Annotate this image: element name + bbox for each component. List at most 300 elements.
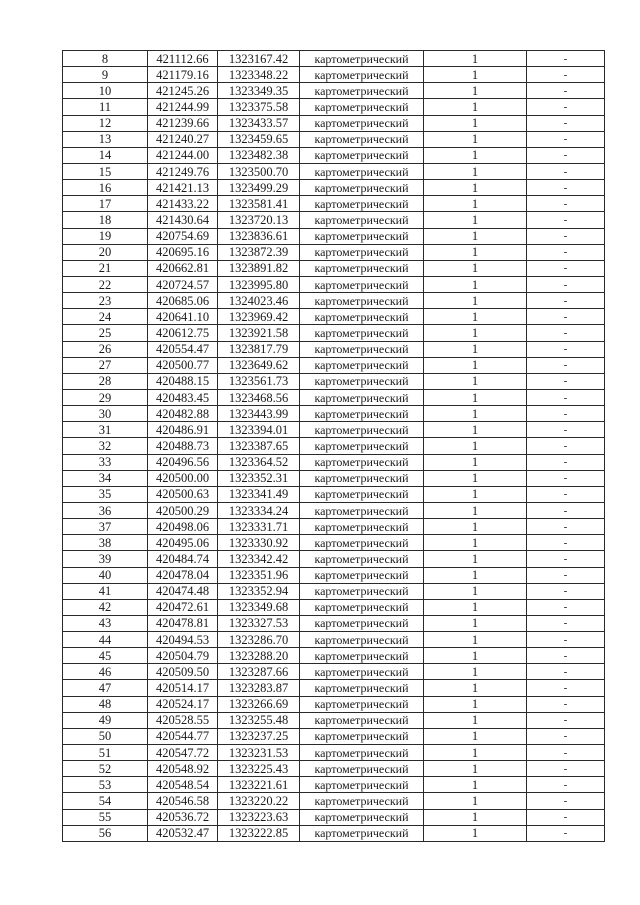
y-coordinate-cell: 1323352.31: [218, 470, 300, 486]
table-row: [63, 180, 605, 196]
error-cell: 1: [424, 389, 527, 405]
y-coordinate-cell: 1323817.79: [218, 341, 300, 357]
y-coordinate-cell: 1323995.80: [218, 276, 300, 292]
point-number-cell: 43: [63, 615, 148, 631]
y-coordinate-cell: 1323342.42: [218, 551, 300, 567]
y-coordinate-cell: 1323221.61: [218, 777, 300, 793]
note-cell: -: [527, 502, 605, 518]
note-cell: -: [527, 389, 605, 405]
table-row: [63, 599, 605, 615]
x-coordinate-cell: 420695.16: [148, 244, 218, 260]
note-cell: -: [527, 728, 605, 744]
x-coordinate-cell: 421245.26: [148, 83, 218, 99]
error-cell: 1: [424, 422, 527, 438]
y-coordinate-cell: 1323394.01: [218, 422, 300, 438]
point-number-cell: 41: [63, 583, 148, 599]
y-coordinate-cell: 1323433.57: [218, 115, 300, 131]
x-coordinate-cell: 420724.57: [148, 276, 218, 292]
note-cell: -: [527, 422, 605, 438]
error-cell: 1: [424, 406, 527, 422]
error-cell: 1: [424, 648, 527, 664]
x-coordinate-cell: 420500.00: [148, 470, 218, 486]
x-coordinate-cell: 420488.73: [148, 438, 218, 454]
point-number-cell: 50: [63, 728, 148, 744]
error-cell: 1: [424, 67, 527, 83]
method-cell: картометрический: [300, 115, 424, 131]
method-cell: картометрический: [300, 163, 424, 179]
x-coordinate-cell: 420494.53: [148, 632, 218, 648]
method-cell: картометрический: [300, 293, 424, 309]
y-coordinate-cell: 1323288.20: [218, 648, 300, 664]
error-cell: 1: [424, 470, 527, 486]
method-cell: картометрический: [300, 325, 424, 341]
table-row: [63, 777, 605, 793]
x-coordinate-cell: 420514.17: [148, 680, 218, 696]
method-cell: картометрический: [300, 502, 424, 518]
error-cell: 1: [424, 599, 527, 615]
table-row: [63, 373, 605, 389]
point-number-cell: 28: [63, 373, 148, 389]
coordinates-table: [62, 50, 605, 842]
method-cell: картометрический: [300, 83, 424, 99]
note-cell: -: [527, 761, 605, 777]
method-cell: картометрический: [300, 599, 424, 615]
x-coordinate-cell: 420544.77: [148, 728, 218, 744]
x-coordinate-cell: 421240.27: [148, 131, 218, 147]
point-number-cell: 36: [63, 502, 148, 518]
x-coordinate-cell: 421239.66: [148, 115, 218, 131]
error-cell: 1: [424, 728, 527, 744]
table-row: [63, 664, 605, 680]
y-coordinate-cell: 1323349.35: [218, 83, 300, 99]
point-number-cell: 39: [63, 551, 148, 567]
method-cell: картометрический: [300, 583, 424, 599]
note-cell: -: [527, 632, 605, 648]
error-cell: 1: [424, 51, 527, 67]
x-coordinate-cell: 421112.66: [148, 51, 218, 67]
y-coordinate-cell: 1323223.63: [218, 809, 300, 825]
note-cell: -: [527, 99, 605, 115]
y-coordinate-cell: 1323459.65: [218, 131, 300, 147]
table-row: [63, 406, 605, 422]
point-number-cell: 44: [63, 632, 148, 648]
method-cell: картометрический: [300, 551, 424, 567]
y-coordinate-cell: 1323352.94: [218, 583, 300, 599]
y-coordinate-cell: 1323499.29: [218, 180, 300, 196]
table-row: [63, 341, 605, 357]
y-coordinate-cell: 1323969.42: [218, 309, 300, 325]
note-cell: -: [527, 438, 605, 454]
method-cell: картометрический: [300, 632, 424, 648]
coordinates-table-page: [62, 50, 604, 842]
method-cell: картометрический: [300, 341, 424, 357]
x-coordinate-cell: 421249.76: [148, 163, 218, 179]
note-cell: -: [527, 406, 605, 422]
y-coordinate-cell: 1323836.61: [218, 228, 300, 244]
point-number-cell: 53: [63, 777, 148, 793]
point-number-cell: 16: [63, 180, 148, 196]
point-number-cell: 18: [63, 212, 148, 228]
note-cell: -: [527, 212, 605, 228]
y-coordinate-cell: 1323220.22: [218, 793, 300, 809]
x-coordinate-cell: 420554.47: [148, 341, 218, 357]
method-cell: картометрический: [300, 777, 424, 793]
point-number-cell: 17: [63, 196, 148, 212]
table-row: [63, 825, 605, 841]
note-cell: -: [527, 809, 605, 825]
method-cell: картометрический: [300, 357, 424, 373]
note-cell: -: [527, 825, 605, 841]
note-cell: -: [527, 615, 605, 631]
point-number-cell: 46: [63, 664, 148, 680]
point-number-cell: 19: [63, 228, 148, 244]
note-cell: -: [527, 293, 605, 309]
x-coordinate-cell: 420498.06: [148, 519, 218, 535]
y-coordinate-cell: 1323255.48: [218, 712, 300, 728]
method-cell: картометрический: [300, 825, 424, 841]
note-cell: -: [527, 373, 605, 389]
x-coordinate-cell: 420528.55: [148, 712, 218, 728]
note-cell: -: [527, 793, 605, 809]
point-number-cell: 49: [63, 712, 148, 728]
table-row: [63, 745, 605, 761]
note-cell: -: [527, 599, 605, 615]
x-coordinate-cell: 420482.88: [148, 406, 218, 422]
error-cell: 1: [424, 373, 527, 389]
point-number-cell: 48: [63, 696, 148, 712]
point-number-cell: 47: [63, 680, 148, 696]
point-number-cell: 11: [63, 99, 148, 115]
method-cell: картометрический: [300, 567, 424, 583]
table-row: [63, 131, 605, 147]
error-cell: 1: [424, 83, 527, 99]
method-cell: картометрический: [300, 712, 424, 728]
x-coordinate-cell: 420484.74: [148, 551, 218, 567]
method-cell: картометрический: [300, 309, 424, 325]
error-cell: 1: [424, 825, 527, 841]
note-cell: -: [527, 486, 605, 502]
point-number-cell: 40: [63, 567, 148, 583]
error-cell: 1: [424, 615, 527, 631]
point-number-cell: 10: [63, 83, 148, 99]
method-cell: картометрический: [300, 99, 424, 115]
error-cell: 1: [424, 438, 527, 454]
error-cell: 1: [424, 115, 527, 131]
table-row: [63, 454, 605, 470]
x-coordinate-cell: 420532.47: [148, 825, 218, 841]
x-coordinate-cell: 420496.56: [148, 454, 218, 470]
note-cell: -: [527, 228, 605, 244]
error-cell: 1: [424, 712, 527, 728]
point-number-cell: 29: [63, 389, 148, 405]
y-coordinate-cell: 1323222.85: [218, 825, 300, 841]
method-cell: картометрический: [300, 276, 424, 292]
note-cell: -: [527, 567, 605, 583]
method-cell: картометрический: [300, 180, 424, 196]
error-cell: 1: [424, 745, 527, 761]
note-cell: -: [527, 454, 605, 470]
x-coordinate-cell: 420536.72: [148, 809, 218, 825]
table-row: [63, 535, 605, 551]
note-cell: -: [527, 680, 605, 696]
note-cell: -: [527, 67, 605, 83]
method-cell: картометрический: [300, 680, 424, 696]
error-cell: 1: [424, 664, 527, 680]
error-cell: 1: [424, 293, 527, 309]
table-row: [63, 212, 605, 228]
method-cell: картометрический: [300, 761, 424, 777]
x-coordinate-cell: 420486.91: [148, 422, 218, 438]
x-coordinate-cell: 420474.48: [148, 583, 218, 599]
y-coordinate-cell: 1323387.65: [218, 438, 300, 454]
x-coordinate-cell: 420509.50: [148, 664, 218, 680]
table-row: [63, 809, 605, 825]
table-row: [63, 422, 605, 438]
method-cell: картометрический: [300, 389, 424, 405]
method-cell: картометрический: [300, 470, 424, 486]
note-cell: -: [527, 276, 605, 292]
method-cell: картометрический: [300, 228, 424, 244]
y-coordinate-cell: 1323331.71: [218, 519, 300, 535]
y-coordinate-cell: 1323327.53: [218, 615, 300, 631]
coordinates-table-body: [63, 51, 605, 842]
error-cell: 1: [424, 777, 527, 793]
error-cell: 1: [424, 486, 527, 502]
note-cell: -: [527, 341, 605, 357]
x-coordinate-cell: 421430.64: [148, 212, 218, 228]
y-coordinate-cell: 1323167.42: [218, 51, 300, 67]
y-coordinate-cell: 1323720.13: [218, 212, 300, 228]
y-coordinate-cell: 1323286.70: [218, 632, 300, 648]
method-cell: картометрический: [300, 422, 424, 438]
note-cell: -: [527, 519, 605, 535]
method-cell: картометрический: [300, 67, 424, 83]
x-coordinate-cell: 420685.06: [148, 293, 218, 309]
y-coordinate-cell: 1323921.58: [218, 325, 300, 341]
table-row: [63, 99, 605, 115]
y-coordinate-cell: 1323891.82: [218, 260, 300, 276]
y-coordinate-cell: 1323364.52: [218, 454, 300, 470]
y-coordinate-cell: 1323225.43: [218, 761, 300, 777]
x-coordinate-cell: 420500.63: [148, 486, 218, 502]
error-cell: 1: [424, 341, 527, 357]
table-row: [63, 51, 605, 67]
table-row: [63, 696, 605, 712]
point-number-cell: 14: [63, 147, 148, 163]
point-number-cell: 37: [63, 519, 148, 535]
method-cell: картометрический: [300, 809, 424, 825]
x-coordinate-cell: 420478.81: [148, 615, 218, 631]
note-cell: -: [527, 180, 605, 196]
error-cell: 1: [424, 632, 527, 648]
table-row: [63, 551, 605, 567]
y-coordinate-cell: 1323649.62: [218, 357, 300, 373]
method-cell: картометрический: [300, 648, 424, 664]
point-number-cell: 30: [63, 406, 148, 422]
method-cell: картометрический: [300, 373, 424, 389]
error-cell: 1: [424, 519, 527, 535]
x-coordinate-cell: 420641.10: [148, 309, 218, 325]
y-coordinate-cell: 1323872.39: [218, 244, 300, 260]
error-cell: 1: [424, 212, 527, 228]
y-coordinate-cell: 1323482.38: [218, 147, 300, 163]
note-cell: -: [527, 163, 605, 179]
table-row: [63, 567, 605, 583]
note-cell: -: [527, 777, 605, 793]
point-number-cell: 55: [63, 809, 148, 825]
point-number-cell: 8: [63, 51, 148, 67]
error-cell: 1: [424, 551, 527, 567]
point-number-cell: 38: [63, 535, 148, 551]
error-cell: 1: [424, 696, 527, 712]
table-row: [63, 83, 605, 99]
y-coordinate-cell: 1323334.24: [218, 502, 300, 518]
note-cell: -: [527, 551, 605, 567]
point-number-cell: 52: [63, 761, 148, 777]
note-cell: -: [527, 470, 605, 486]
table-row: [63, 632, 605, 648]
error-cell: 1: [424, 680, 527, 696]
error-cell: 1: [424, 325, 527, 341]
method-cell: картометрический: [300, 728, 424, 744]
x-coordinate-cell: 420483.45: [148, 389, 218, 405]
y-coordinate-cell: 1323443.99: [218, 406, 300, 422]
table-row: [63, 793, 605, 809]
table-row: [63, 389, 605, 405]
x-coordinate-cell: 420504.79: [148, 648, 218, 664]
note-cell: -: [527, 583, 605, 599]
x-coordinate-cell: 420495.06: [148, 535, 218, 551]
method-cell: картометрический: [300, 51, 424, 67]
table-row: [63, 486, 605, 502]
error-cell: 1: [424, 357, 527, 373]
x-coordinate-cell: 420488.15: [148, 373, 218, 389]
method-cell: картометрический: [300, 406, 424, 422]
method-cell: картометрический: [300, 454, 424, 470]
x-coordinate-cell: 420524.17: [148, 696, 218, 712]
point-number-cell: 22: [63, 276, 148, 292]
error-cell: 1: [424, 761, 527, 777]
point-number-cell: 15: [63, 163, 148, 179]
method-cell: картометрический: [300, 260, 424, 276]
method-cell: картометрический: [300, 196, 424, 212]
x-coordinate-cell: 420754.69: [148, 228, 218, 244]
y-coordinate-cell: 1323231.53: [218, 745, 300, 761]
y-coordinate-cell: 1323287.66: [218, 664, 300, 680]
table-row: [63, 728, 605, 744]
point-number-cell: 32: [63, 438, 148, 454]
error-cell: 1: [424, 809, 527, 825]
table-row: [63, 502, 605, 518]
note-cell: -: [527, 712, 605, 728]
method-cell: картометрический: [300, 438, 424, 454]
point-number-cell: 51: [63, 745, 148, 761]
error-cell: 1: [424, 131, 527, 147]
table-row: [63, 648, 605, 664]
error-cell: 1: [424, 567, 527, 583]
point-number-cell: 26: [63, 341, 148, 357]
table-row: [63, 293, 605, 309]
table-row: [63, 244, 605, 260]
method-cell: картометрический: [300, 131, 424, 147]
point-number-cell: 35: [63, 486, 148, 502]
x-coordinate-cell: 420472.61: [148, 599, 218, 615]
point-number-cell: 56: [63, 825, 148, 841]
table-row: [63, 470, 605, 486]
note-cell: -: [527, 745, 605, 761]
point-number-cell: 9: [63, 67, 148, 83]
method-cell: картометрический: [300, 696, 424, 712]
x-coordinate-cell: 420548.92: [148, 761, 218, 777]
method-cell: картометрический: [300, 486, 424, 502]
y-coordinate-cell: 1323581.41: [218, 196, 300, 212]
point-number-cell: 25: [63, 325, 148, 341]
x-coordinate-cell: 420500.77: [148, 357, 218, 373]
note-cell: -: [527, 83, 605, 99]
table-row: [63, 147, 605, 163]
error-cell: 1: [424, 228, 527, 244]
table-row: [63, 583, 605, 599]
y-coordinate-cell: 1324023.46: [218, 293, 300, 309]
y-coordinate-cell: 1323266.69: [218, 696, 300, 712]
y-coordinate-cell: 1323341.49: [218, 486, 300, 502]
x-coordinate-cell: 420500.29: [148, 502, 218, 518]
x-coordinate-cell: 420478.04: [148, 567, 218, 583]
table-row: [63, 309, 605, 325]
table-row: [63, 357, 605, 373]
table-row: [63, 276, 605, 292]
table-row: [63, 228, 605, 244]
point-number-cell: 13: [63, 131, 148, 147]
table-row: [63, 761, 605, 777]
note-cell: -: [527, 147, 605, 163]
point-number-cell: 33: [63, 454, 148, 470]
error-cell: 1: [424, 535, 527, 551]
y-coordinate-cell: 1323283.87: [218, 680, 300, 696]
x-coordinate-cell: 421244.00: [148, 147, 218, 163]
table-row: [63, 260, 605, 276]
method-cell: картометрический: [300, 615, 424, 631]
table-row: [63, 67, 605, 83]
method-cell: картометрический: [300, 535, 424, 551]
x-coordinate-cell: 421421.13: [148, 180, 218, 196]
method-cell: картометрический: [300, 212, 424, 228]
point-number-cell: 20: [63, 244, 148, 260]
note-cell: -: [527, 357, 605, 373]
x-coordinate-cell: 421244.99: [148, 99, 218, 115]
error-cell: 1: [424, 276, 527, 292]
point-number-cell: 54: [63, 793, 148, 809]
error-cell: 1: [424, 502, 527, 518]
note-cell: -: [527, 696, 605, 712]
note-cell: -: [527, 309, 605, 325]
y-coordinate-cell: 1323561.73: [218, 373, 300, 389]
x-coordinate-cell: 421433.22: [148, 196, 218, 212]
point-number-cell: 27: [63, 357, 148, 373]
error-cell: 1: [424, 454, 527, 470]
point-number-cell: 23: [63, 293, 148, 309]
point-number-cell: 34: [63, 470, 148, 486]
error-cell: 1: [424, 309, 527, 325]
note-cell: -: [527, 260, 605, 276]
point-number-cell: 42: [63, 599, 148, 615]
note-cell: -: [527, 196, 605, 212]
method-cell: картометрический: [300, 147, 424, 163]
table-row: [63, 325, 605, 341]
table-row: [63, 712, 605, 728]
y-coordinate-cell: 1323500.70: [218, 163, 300, 179]
x-coordinate-cell: 420547.72: [148, 745, 218, 761]
